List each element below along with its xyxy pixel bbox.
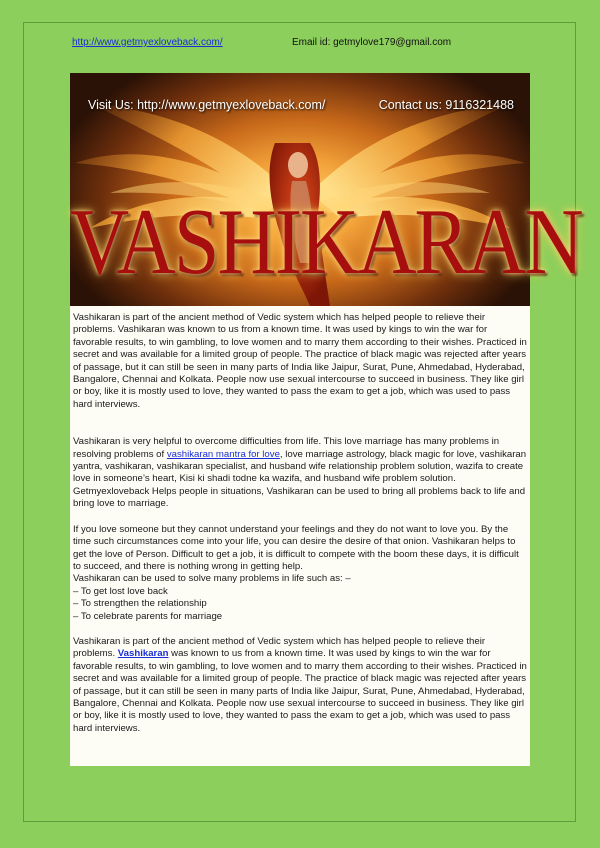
paragraph-1: Vashikaran is part of the ancient method of Vedic system which has helped people to relieve their problems. Vashikaran was known to us from a known time. It was used by kings to win the war for favorable results, to win gambling, to love women and to marry them according to their wishes. Practiced in secret and was available for a limited group of people. The practice of black magic was rejected after years of passage, but it can still be seen in many parts of India like Jaipur, Surat, Pune, Ahmedabad, Hyderabad, Bangalore, Chennai and Kolkata. People now use sexual intercourse to succeed in business. They like girl or boy, like it is mostly used to love, they wanted to pass the exam to get a job, which was used to pass hard interviews. [73,312,527,410]
paragraph-4: Vashikaran can be used to solve many problems in life such as: – [73,573,351,585]
banner-image [70,73,582,306]
vashikaran-mantra-link[interactable]: vashikaran mantra for love [166,448,280,460]
list-item: – To celebrate parents for marriage [73,610,223,622]
page-header [0,37,600,53]
website-link[interactable]: http://www.getmyexloveback.com/ [72,37,223,48]
article-body [70,306,530,766]
email-text: Email id: getmylove179@gmail.com [292,37,452,48]
list-item: – To strengthen the relationship [73,598,207,610]
list-item: – To get lost love back [73,585,168,597]
banner-contact-text: Contact us: 9116321488 [378,98,514,112]
banner-title: VASHIKARAN [70,189,582,294]
paragraph-5: Vashikaran is part of the ancient method of Vedic system which has helped people to relieve their problems. Vashikaran was known to us from a known time. It was used by kings to win the war for favorable results, to win gambling, to love women and to marry them according to their wishes. Practiced in secret and was available for a limited group of people. The practice of black magic was rejected after years of passage, but it can still be seen in many parts of India like Jaipur, Surat, Pune, Ahmedabad, Hyderabad, Bangalore, Chennai and Kolkata. People now use sexual intercourse to succeed in business. They like girl or boy, like it is mostly used to love, they wanted to pass the exam to get a job, which was used to pass hard interviews. [73,635,527,734]
paragraph-3: If you love someone but they cannot understand your feelings and they do not want to love you. By the time such circumstances come into your life, you can desire the desire of that onion. Vashikaran helps to get the love of Person. Difficult to get a job, it is difficult to compete with the boom these days, it is difficult to succeed, and there is nothing wrong in getting help. [73,523,519,572]
banner-visit-text: Visit Us: http://www.getmyexloveback.com/ [88,98,326,112]
vashikaran-link[interactable]: Vashikaran [117,648,169,660]
paragraph-2: Vashikaran is very helpful to overcome difficulties from life. This love marriage has many problems in resolving problems of vashikaran mantra for love, love marriage astrology, black magic for love, vashikaran yantra, vashikaran, vashikaran specialist, and husband wife relationship problem solution, wazifa to create love in someone’s heart, Kisi ki shadi todne ka wazifa, and husband wife problem solution. Getmyexloveback Helps people in situations, Vashikaran can be used to bring all problems back to life and bring love to marriage. [73,436,527,510]
